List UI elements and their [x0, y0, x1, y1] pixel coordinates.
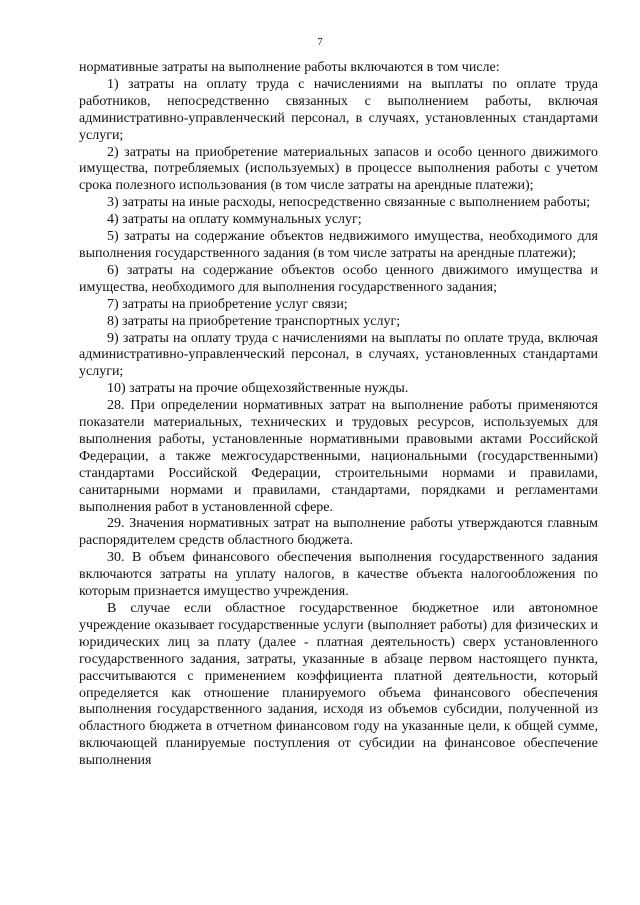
- paragraph-section-29: 29. Значения нормативных затрат на выполнение работы утверждаются главным распорядителем средств областного бюджета.: [79, 516, 598, 549]
- paragraph-intro: нормативные затраты на выполнение работы включаются в том числе:: [79, 60, 500, 75]
- page-number: 7: [317, 36, 323, 48]
- paragraph-item-8: 8) затраты на приобретение транспортных услуг;: [107, 313, 401, 329]
- paragraph-item-3: 3) затраты на иные расходы, непосредственно связанные с выполнением работы;: [107, 195, 591, 211]
- paragraph-section-28: 28. При определении нормативных затрат на выполнение работы применяются показатели материальных, технических и трудовых ресурсов, используемых для выполнения работы, установленные нормативными правовыми актами Российской Федерации, а также межгосударственными, национальными (государственными) стандартами Российской Федерации, строительными нормами и правилами, санитарными нормами и правилами, стандартами, порядками и регламентами выполнения работ в установленной сфере.: [79, 398, 598, 515]
- paragraph-paid-activity: В случае если областное государственное бюджетное или автономное учреждение оказывает государственные услуги (выполняет работы) для физических и юридических лиц за плату (далее - платная деятельность) сверх установленного государственного задания, затраты, указанные в абзаце первом настоящего пункта, рассчитываются с применением коэффициента платной деятельности, который определяется как отношение планируемого объема финансового обеспечения выполнения государственного задания, исходя из объемов субсидии, полученной из областного бюджета в отчетном финансовом году на указанные цели, к общей сумме, включающей планируемые поступления от субсидии на финансовое обеспечение выполнения: [79, 601, 598, 769]
- paragraph-item-10: 10) затраты на прочие общехозяйственные нужды.: [107, 381, 409, 397]
- paragraph-section-30: 30. В объем финансового обеспечения выполнения государственного задания включаются затраты на уплату налогов, в качестве объекта налогообложения по которым признается имущество учреждения.: [79, 550, 598, 600]
- paragraph-item-5: 5) затраты на содержание объектов недвижимого имущества, необходимого для выполнения государственного задания (в том числе затраты на арендные платежи);: [79, 229, 598, 261]
- document-body: [79, 60, 598, 770]
- paragraph-item-7: 7) затраты на приобретение услуг связи;: [107, 296, 348, 312]
- paragraph-item-1: 1) затраты на оплату труда с начислениями на выплаты по оплате труда работников, непосредственно связанных с выполнением работы, включая административно-управленческий персонал, в случаях, установленных стандартами услуги;: [79, 76, 598, 143]
- paragraph-item-6: 6) затраты на содержание объектов особо ценного движимого имущества и имущества, необходимого для выполнения государственного задания;: [79, 262, 598, 295]
- paragraph-item-9: 9) затраты на оплату труда с начислениями на выплаты по оплате труда, включая административно-управленческий персонал, в случаях, установленных стандартами услуги;: [79, 330, 598, 380]
- paragraph-item-2: 2) затраты на приобретение материальных запасов и особо ценного движимого имущества, потребляемых (используемых) в процессе выполнения работы с учетом срока полезного использования (в том числе затраты на арендные платежи);: [79, 144, 598, 194]
- paragraph-item-4: 4) затраты на оплату коммунальных услуг;: [107, 212, 362, 228]
